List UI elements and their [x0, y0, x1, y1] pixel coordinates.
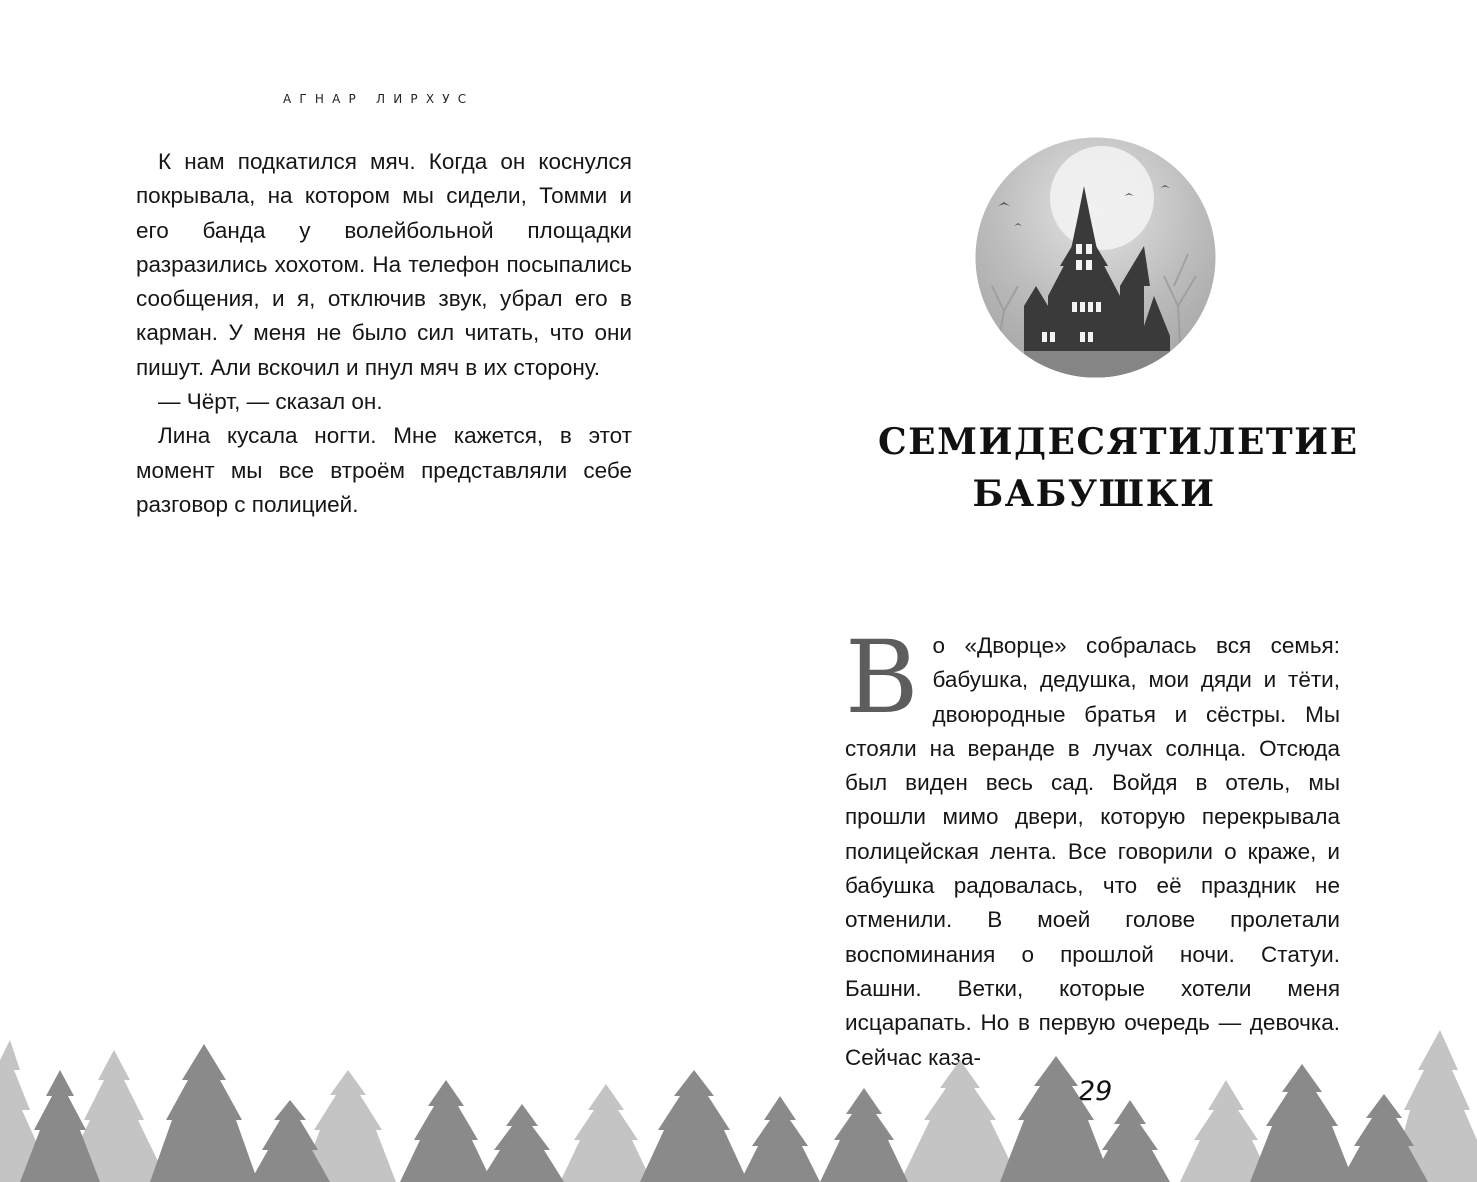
paragraph: К нам подкатился мяч. Когда он коснулся покрывала, на котором мы сидели, Томми и его банда у волейбольной площадки разразились хохотом. На телефон посыпались сообщения, и я, отключив звук, убрал его в карман. У меня не было сил читать, что они пишут. Али вскочил и пнул мяч в их сторону. — [136, 149, 632, 380]
forest-silhouette-decoration — [0, 1000, 1477, 1182]
haunted-house-moon-icon — [974, 136, 1217, 379]
drop-cap: В — [845, 619, 919, 736]
paragraph: Лина кусала ногти. Мне кажется, в этот момент мы все втроём представляли себе разговор с полицией. — [136, 423, 632, 517]
chapter-title — [878, 416, 1359, 520]
paragraph: — Чёрт, — сказал он. — [158, 389, 383, 415]
page-number: 29 — [1078, 1076, 1113, 1107]
chapter-title-line: БАБУШКИ — [972, 473, 1216, 515]
chapter-title-line: СЕМИДЕСЯТИЛЕТИЕ — [878, 421, 1359, 463]
left-body-text — [136, 145, 632, 522]
running-head: АГНАР ЛИРХУС — [283, 92, 475, 106]
paragraph-text: о «Дворце» собралась вся семья: бабушка, дедушка, мои дяди и тёти, двоюродные братья и сёстры. Мы стояли на веранде в лучах солнца. Отсюда был виден весь сад. Войдя в отель, мы прошли мимо двери, которую перекрывала полицейская лента. Все говорили о краже, и бабушка радовалась, что её праздник не отменили. В моей голове пролетали воспоминания о прошлой ночи. Статуи. Башни. Ветки, которые хотели меня исцарапать. Но в первую очередь — девочка. Сейчас каза- — [845, 633, 1340, 1070]
